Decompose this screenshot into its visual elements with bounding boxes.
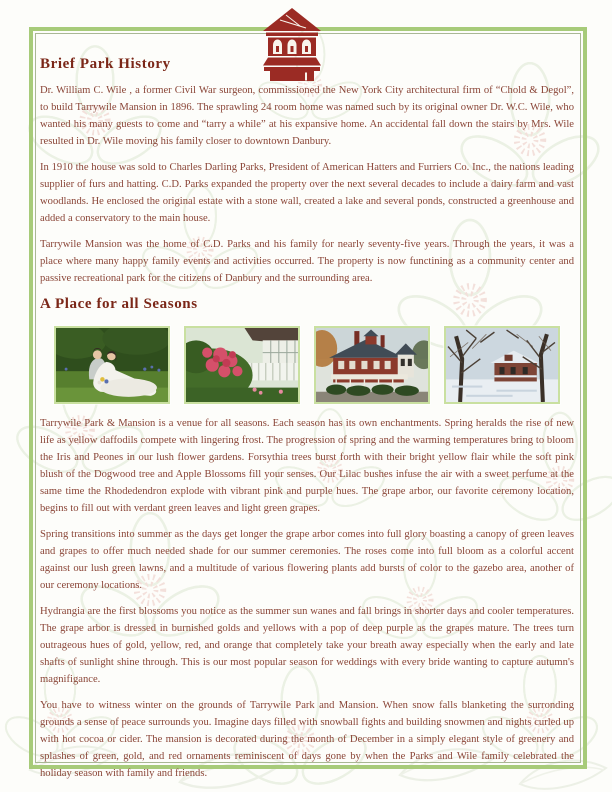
paragraph-fall: Hydrangia are the first blossoms you notice as the summer sun wanes and fall brings in shorter days and cooler temperatures. The grape arbor is dressed in burnished golds and yellows with a pop of deep purple as the grapes mature. The trees turn outrageous hues of gold, yellow, red, and orange that completely take your breath away especially when the early and late shafts of sunlight shine through. This is our most popular season for weddings with every bride wanting to capture autumn's magnifigance. xyxy=(40,606,574,685)
paragraph-wile-history: Dr. William C. Wile , a former Civil War surgeon, commissioned the New York City architectural firm of “Chold & Degol”, to build Tarrywile Mansion in 1896. The sprawling 24 room home was named such by its original owner Dr. W.C. Wile, who wanted his many guests to come and “tarry a while” at his expansive home. An accidental fall down the stairs by Mrs. Wile resulted in Dr. Wile moving his family closer to downtown Danbury. xyxy=(40,85,574,147)
photo-mansion-autumn xyxy=(314,326,430,404)
photo-mansion-winter xyxy=(444,326,560,404)
section-heading-park-history: Brief Park History xyxy=(40,56,171,72)
seasonal-photo-row xyxy=(40,326,574,404)
photo-wedding-couple xyxy=(54,326,170,404)
paragraph-winter: You have to witness winter on the grounds of Tarrywile Park and Mansion. When snow falls blanketing the surronding grounds a sense of peace surrounds you. Imagine days filled with snowball fights and building snowmen and nights curled up with hot cocoa or cider. The mansion is decorated during the month of December in a simply elegant style of greenery and splashes of green, gold, and red ornaments reminiscent of days gone by when the Parks and Wile family celebrated the holiday season with family and friends. xyxy=(40,700,574,779)
paragraph-parks-purchase: In 1910 the house was sold to Charles Darling Parks, President of American Hatters and Furriers Co. Inc., the nations leading supplier of furs and hatting. C.D. Parks expanded the property over the next several decades to include a dairy farm and vast woodlands. He enclosed the original estate with a stone wall, created a lake and several ponds, constructed a greenhouse and added a conservatory to the main house. xyxy=(40,162,574,224)
paragraph-parks-home: Tarrywile Mansion was the home of C.D. Parks and his family for nearly seventy-five years. Through the years, it was a place where many happy family events and activities occurred. The property is now functining as a community center and passive recreational park for the citizens of Danbury and the surrounding area. xyxy=(40,239,574,284)
page-content xyxy=(40,56,574,782)
photo-rhododendron-garden xyxy=(184,326,300,404)
paragraph-summer: Spring transitions into summer as the days get longer the grape arbor comes into full glory boasting a canopy of green leaves and grapes to offer much needed shade for our summer ceremonies. The roses come into full bloom as a colorful accent against our lush green lawns, and a multitude of various flowering plants add bursts of color to the gazebo area, another of our ceremony locations. xyxy=(40,529,574,591)
cupola-logo xyxy=(262,7,322,81)
paragraph-spring: Tarrywile Park & Mansion is a venue for all seasons. Each season has its own enchantments. Spring heralds the rise of new life as yellow daffodils compete with lingering frost. The progression of spring and the warming temperatures bring to bloom the Iris and Peones in our lush flower gardens. Forsythia trees burst forth with their bright yellow flair while the soft pink blush of the Dogwood tree and Apple Blossoms fill your senses. Our Lilac bushes infuse the air with a sweet perfume at the same time the Rhodedendron explode with vibrant pink and purple hues. The grape arbor, our favorite ceremony location, begins to fill out with verdant green leaves and light green grapes. xyxy=(40,418,574,514)
section-heading-all-seasons: A Place for all Seasons xyxy=(40,296,198,312)
